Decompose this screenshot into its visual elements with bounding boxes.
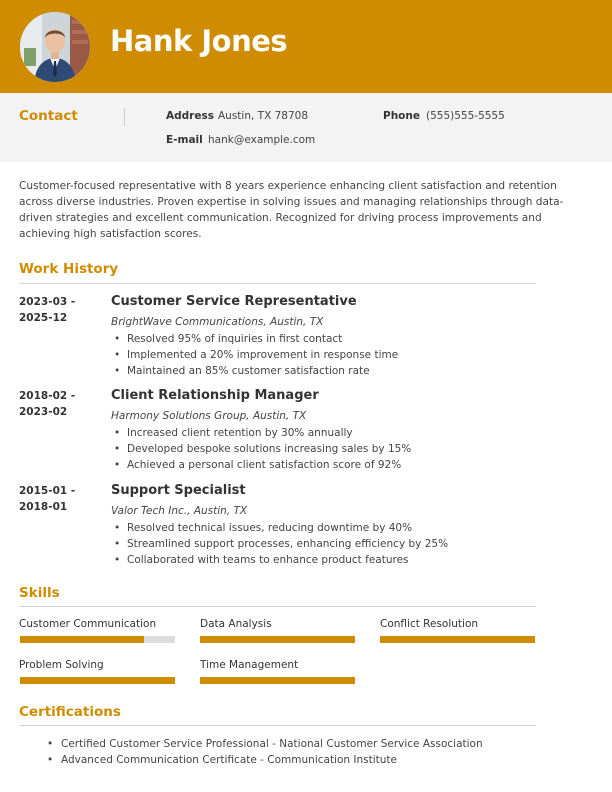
job-company: Harmony Solutions Group, Austin, TX <box>111 410 307 422</box>
contact-section <box>0 93 612 162</box>
address-label: Address <box>166 110 214 122</box>
contact-divider <box>124 108 125 126</box>
job-date-range <box>19 388 75 420</box>
certifications-list <box>61 736 483 768</box>
list-item: • Maintained an 85% customer satisfaction rate <box>127 363 398 379</box>
list-item: • Advanced Communication Certificate - Communication Institute <box>61 752 483 768</box>
job-company: Valor Tech Inc., Austin, TX <box>111 505 248 517</box>
list-item: • Collaborated with teams to enhance product features <box>127 552 448 568</box>
resume-header <box>0 0 612 93</box>
skill-level-fill <box>380 636 535 643</box>
skill-level-bar <box>200 636 355 643</box>
skill-level-bar <box>20 636 175 643</box>
skills-heading: Skills <box>19 585 60 601</box>
job-date-range <box>19 483 75 515</box>
skill-name: Time Management <box>200 659 299 671</box>
job-company: BrightWave Communications, Austin, TX <box>111 316 324 328</box>
address-value: Austin, TX 78708 <box>218 110 309 122</box>
list-item: • Implemented a 20% improvement in response time <box>127 347 398 363</box>
skill-level-fill <box>20 636 144 643</box>
job-title: Customer Service Representative <box>111 294 357 309</box>
section-divider <box>19 283 536 284</box>
job-date-start: 2018-02 - <box>19 390 76 402</box>
certifications-heading: Certifications <box>19 704 121 720</box>
job-date-end: 2023-02 <box>19 406 68 418</box>
skill-name: Problem Solving <box>19 659 104 671</box>
job-date-start: 2015-01 - <box>19 485 76 497</box>
work-history-heading: Work History <box>19 261 119 277</box>
section-divider <box>19 725 536 726</box>
email-label: E-mail <box>166 134 203 146</box>
candidate-name: Hank Jones <box>110 24 288 58</box>
skill-level-bar <box>200 677 355 684</box>
phone-label: Phone <box>383 110 420 122</box>
skill-level-bar <box>20 677 175 684</box>
skill-level-fill <box>200 677 355 684</box>
list-item: • Streamlined support processes, enhancing efficiency by 25% <box>127 536 448 552</box>
avatar <box>20 12 90 82</box>
skill-level-fill <box>20 677 175 684</box>
list-item: • Resolved technical issues, reducing downtime by 40% <box>127 520 448 536</box>
professional-summary: Customer-focused representative with 8 years experience enhancing client satisfaction and retention across diverse industries. Proven expertise in solving issues and managing relationships through data-driven strategies and excellent communication. Recognized for driving process improvements and achieving high satisfaction scores. <box>19 180 564 240</box>
job-bullets <box>127 331 398 379</box>
skill-level-bar <box>380 636 535 643</box>
profile-photo-image <box>20 12 90 82</box>
list-item: • Resolved 95% of inquiries in first contact <box>127 331 398 347</box>
job-title: Support Specialist <box>111 483 246 498</box>
job-date-end: 2025-12 <box>19 312 68 324</box>
section-divider <box>19 606 536 607</box>
job-title: Client Relationship Manager <box>111 388 319 403</box>
contact-heading: Contact <box>19 108 78 124</box>
list-item: • Increased client retention by 30% annually <box>127 425 411 441</box>
skill-name: Data Analysis <box>200 618 272 630</box>
list-item: • Developed bespoke solutions increasing sales by 15% <box>127 441 411 457</box>
list-item: • Certified Customer Service Professional - National Customer Service Association <box>61 736 483 752</box>
job-bullets <box>127 520 448 568</box>
phone-value: (555)555-5555 <box>426 110 505 122</box>
job-bullets <box>127 425 411 473</box>
job-date-end: 2018-01 <box>19 501 68 513</box>
job-date-range <box>19 294 75 326</box>
skill-level-fill <box>200 636 355 643</box>
skill-name: Customer Communication <box>19 618 157 630</box>
skill-name: Conflict Resolution <box>380 618 479 630</box>
email-value: hank@example.com <box>208 134 316 146</box>
job-date-start: 2023-03 - <box>19 296 76 308</box>
list-item: • Achieved a personal client satisfaction score of 92% <box>127 457 411 473</box>
